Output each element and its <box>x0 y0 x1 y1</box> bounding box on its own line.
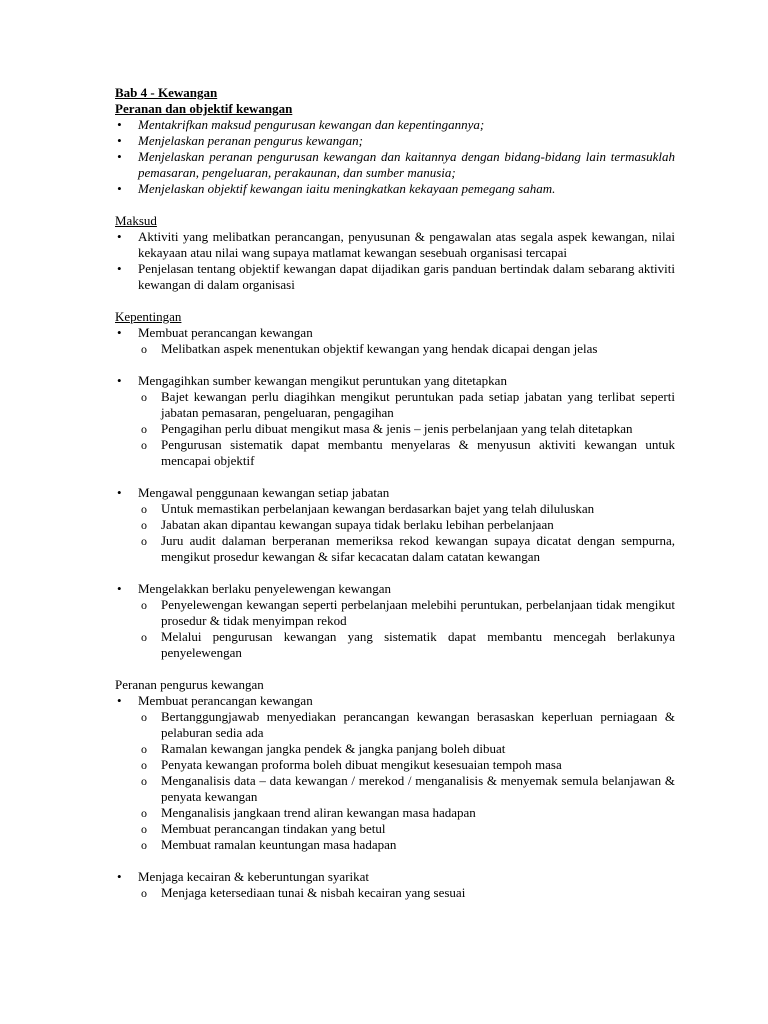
peranan-subitem: o Menganalisis data – data kewangan / merekod / menganalisis & menyemak semula belanjawan & penyata kewangan <box>115 773 675 805</box>
kepentingan-sublist <box>115 597 675 661</box>
peranan-heading: Peranan pengurus kewangan <box>115 677 264 692</box>
spacer <box>115 661 675 677</box>
kepentingan-item-label: Mengagihkan sumber kewangan mengikut peruntukan yang ditetapkan <box>138 373 507 388</box>
objective-item: • Menjelaskan objektif kewangan iaitu meningkatkan kekayaan pemegang saham. <box>115 181 675 197</box>
kepentingan-group <box>115 485 675 501</box>
objective-item: • Menjelaskan peranan pengurusan kewangan dan kaitannya dengan bidang-bidang lain termasuklah pemasaran, pengeluaran, perakaunan, dan sumber manusia; <box>115 149 675 181</box>
spacer <box>115 293 675 309</box>
kepentingan-sublist <box>115 341 675 357</box>
kepentingan-group <box>115 325 675 341</box>
peranan-sublist <box>115 709 675 853</box>
peranan-item <box>115 693 675 709</box>
kepentingan-subitem: o Pengurusan sistematik dapat membantu menyelaras & menyusun aktiviti kewangan untuk mencapai objektif <box>115 437 675 469</box>
kepentingan-sublist <box>115 501 675 565</box>
maksud-item: • Penjelasan tentang objektif kewangan dapat dijadikan garis panduan bertindak dalam sebarang aktiviti kewangan di dalam organisasi <box>115 261 675 293</box>
kepentingan-item-label: Membuat perancangan kewangan <box>138 325 313 340</box>
peranan-subitem: o Menjaga ketersediaan tunai & nisbah kecairan yang sesuai <box>115 885 675 901</box>
kepentingan-item-label: Mengelakkan berlaku penyelewengan kewangan <box>138 581 392 596</box>
kepentingan-subitem: o Melalui pengurusan kewangan yang sistematik dapat membantu mencegah berlakunya penyelewengan <box>115 629 675 661</box>
maksud-heading: Maksud <box>115 213 157 228</box>
peranan-group <box>115 693 675 709</box>
kepentingan-sublist <box>115 389 675 469</box>
kepentingan-subitem: o Melibatkan aspek menentukan objektif kewangan yang hendak dicapai dengan jelas <box>115 341 675 357</box>
peranan-subitem: o Membuat ramalan keuntungan masa hadapan <box>115 837 675 853</box>
kepentingan-item <box>115 581 675 597</box>
kepentingan-item <box>115 373 675 389</box>
spacer <box>115 357 675 373</box>
kepentingan-subitem: o Untuk memastikan perbelanjaan kewangan berdasarkan bajet yang telah diluluskan <box>115 501 675 517</box>
spacer <box>115 197 675 213</box>
maksud-item: • Aktiviti yang melibatkan perancangan, penyusunan & pengawalan atas segala aspek kewangan, nilai kekayaan atau nilai wang supaya matlamat kewangan sesebuah organisasi tercapai <box>115 229 675 261</box>
kepentingan-subitem: o Jabatan akan dipantau kewangan supaya tidak berlaku lebihan perbelanjaan <box>115 517 675 533</box>
kepentingan-subitem: o Juru audit dalaman berperanan memeriksa rekod kewangan supaya dicatat dengan sempurna, mengikut prosedur kewangan & sifar kecacatan dalam catatan kewangan <box>115 533 675 565</box>
peranan-item <box>115 869 675 885</box>
kepentingan-subitem: o Penyelewengan kewangan seperti perbelanjaan melebihi peruntukan, perbelanjaan tidak mengikut prosedur & tidak menyimpan rekod <box>115 597 675 629</box>
spacer <box>115 853 675 869</box>
maksud-list <box>115 229 675 293</box>
peranan-subitem: o Bertanggungjawab menyediakan perancangan kewangan berasaskan keperluan perniagaan & pelaburan sedia ada <box>115 709 675 741</box>
kepentingan-group <box>115 373 675 389</box>
kepentingan-heading: Kepentingan <box>115 309 182 324</box>
peranan-item-label: Membuat perancangan kewangan <box>138 693 313 708</box>
peranan-subitem: o Membuat perancangan tindakan yang betul <box>115 821 675 837</box>
spacer <box>115 565 675 581</box>
chapter-title: Bab 4 - Kewangan <box>115 85 218 100</box>
kepentingan-group <box>115 581 675 597</box>
peranan-item-label: Menjaga kecairan & keberuntungan syarikat <box>138 869 370 884</box>
kepentingan-subitem: o Pengagihan perlu dibuat mengikut masa & jenis – jenis perbelanjaan yang telah ditetapkan <box>115 421 675 437</box>
kepentingan-item-label: Mengawal penggunaan kewangan setiap jabatan <box>138 485 390 500</box>
kepentingan-item <box>115 325 675 341</box>
objective-item: • Mentakrifkan maksud pengurusan kewangan dan kepentingannya; <box>115 117 675 133</box>
kepentingan-item <box>115 485 675 501</box>
objectives-list <box>115 117 675 197</box>
document-body <box>115 85 675 901</box>
peranan-sublist <box>115 885 675 901</box>
kepentingan-subitem: o Bajet kewangan perlu diagihkan mengikut peruntukan pada setiap jabatan yang terlibat seperti jabatan pemasaran, pengeluaran, pengagihan <box>115 389 675 421</box>
peranan-subitem: o Menganalisis jangkaan trend aliran kewangan masa hadapan <box>115 805 675 821</box>
peranan-subitem: o Penyata kewangan proforma boleh dibuat mengikut kesesuaian tempoh masa <box>115 757 675 773</box>
objective-item: • Menjelaskan peranan pengurus kewangan; <box>115 133 675 149</box>
peranan-group <box>115 869 675 885</box>
spacer <box>115 469 675 485</box>
peranan-subitem: o Ramalan kewangan jangka pendek & jangka panjang boleh dibuat <box>115 741 675 757</box>
section-subtitle: Peranan dan objektif kewangan <box>115 101 293 116</box>
